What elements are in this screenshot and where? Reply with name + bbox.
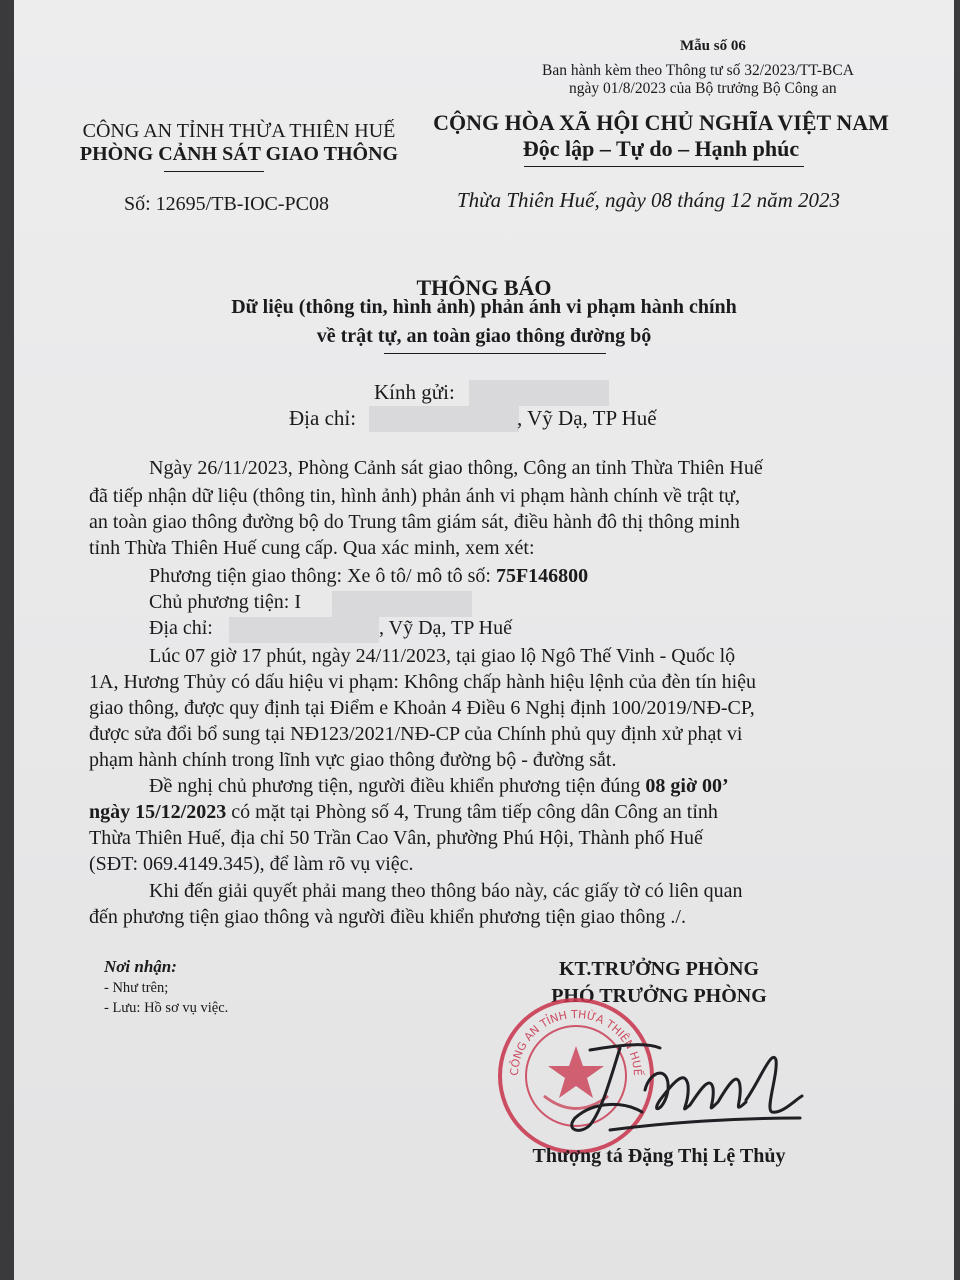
body-p1-line1: Ngày 26/11/2023, Phòng Cảnh sát giao thông, Công an tỉnh Thừa Thiên Huế — [149, 457, 763, 479]
body-p3-line2 — [89, 801, 718, 824]
form-issued-line2: ngày 01/8/2023 của Bộ trưởng Bộ Công an — [569, 80, 837, 97]
owner-label: Chủ phương tiện: — [149, 591, 290, 613]
agency-department: PHÒNG CẢNH SÁT GIAO THÔNG — [79, 143, 399, 165]
national-name: CỘNG HÒA XÃ HỘI CHỦ NGHĨA VIỆT NAM — [433, 110, 889, 135]
notice-subtitle-line2: về trật tự, an toàn giao thông đường bộ — [316, 325, 652, 347]
body-p2-line5: phạm hành chính trong lĩnh vực giao thông đường bộ - đường sắt. — [89, 749, 617, 771]
greeting-label: Kính gửi: — [374, 380, 455, 404]
address-label: Địa chỉ: — [289, 406, 357, 430]
recipients-label: Nơi nhận: — [104, 957, 177, 976]
redacted-address — [369, 406, 519, 432]
title-underline — [384, 353, 606, 354]
body-p2-line1: Lúc 07 giờ 17 phút, ngày 24/11/2023, tại giao lộ Ngô Thế Vinh - Quốc lộ — [149, 645, 736, 667]
recipients-item1: - Như trên; — [104, 980, 169, 996]
seal-text: CÔNG AN TỈNH THỪA THIÊN HUẾ — [507, 1007, 645, 1077]
agency-parent: CÔNG AN TỈNH THỪA THIÊN HUẾ — [82, 120, 396, 142]
national-motto: Độc lập – Tự do – Hạnh phúc — [522, 136, 800, 161]
body-p3-line4: (SĐT: 069.4149.345), để làm rõ vụ việc. — [89, 853, 414, 875]
handwritten-signature — [550, 1030, 810, 1140]
recipients-item2: - Lưu: Hồ sơ vụ việc. — [104, 1000, 229, 1016]
place-date: Thừa Thiên Huế, ngày 08 tháng 12 năm 2023 — [457, 188, 841, 212]
redacted-owner-address — [229, 617, 379, 643]
vehicle-line — [149, 565, 588, 588]
body-p2-line4: được sửa đổi bổ sung tại NĐ123/2021/NĐ-CP của Chính phủ quy định xử phạt vi — [89, 723, 743, 745]
owner-initial: I — [294, 591, 301, 613]
redacted-name — [469, 380, 609, 406]
p3-line2-text: có mặt tại Phòng số 4, Trung tâm tiếp công dân Công an tỉnh — [226, 801, 718, 823]
body-p4-line2: đến phương tiện giao thông và người điều khiển phương tiện giao thông ./. — [89, 906, 686, 928]
owner-address-label: Địa chỉ: — [149, 617, 213, 639]
body-p3-line1 — [149, 775, 729, 798]
vehicle-label: Phương tiện giao thông: Xe ô tô/ mô tô số: — [149, 565, 496, 587]
body-p4-line1: Khi đến giải quyết phải mang theo thông báo này, các giấy tờ có liên quan — [149, 880, 743, 902]
notice-subtitle-line1: Dữ liệu (thông tin, hình ảnh) phản ánh vi phạm hành chính — [231, 296, 737, 318]
motto-underline — [524, 166, 804, 167]
body-p3-line3: Thừa Thiên Huế, địa chỉ 50 Trần Cao Vân, phường Phú Hội, Thành phố Huế — [89, 827, 703, 849]
vehicle-plate: 75F146800 — [495, 565, 589, 587]
owner-line — [149, 591, 301, 614]
p3-line1-text: Đề nghị chủ phương tiện, người điều khiển phương tiện đúng — [149, 775, 646, 797]
signer-title-2: PHÓ TRƯỞNG PHÒNG — [551, 985, 767, 1007]
form-number: Mẫu số 06 — [680, 38, 746, 54]
body-p2-line3: giao thông, được quy định tại Điểm e Khoản 4 Điều 6 Nghị định 100/2019/NĐ-CP, — [89, 697, 755, 719]
signer-title-1: KT.TRƯỞNG PHÒNG — [559, 958, 759, 980]
notice-title: THÔNG BÁO — [416, 275, 552, 300]
owner-address-suffix: , Vỹ Dạ, TP Huế — [379, 617, 512, 639]
body-p1-line4: tỉnh Thừa Thiên Huế cung cấp. Qua xác minh, xem xét: — [89, 537, 535, 559]
agency-underline — [164, 171, 264, 172]
address-suffix: , Vỹ Dạ, TP Huế — [517, 406, 657, 430]
body-p2-line2: 1A, Hương Thủy có dấu hiệu vi phạm: Không chấp hành hiệu lệnh của đèn tín hiệu — [89, 671, 757, 693]
form-issued-line1: Ban hành kèm theo Thông tư số 32/2023/TT-BCA — [542, 62, 854, 79]
appointment-date: ngày 15/12/2023 — [89, 801, 227, 823]
appointment-time: 08 giờ 00’ — [645, 775, 729, 797]
body-p1-line2: đã tiếp nhận dữ liệu (thông tin, hình ảnh) phản ánh vi phạm hành chính về trật tự, — [89, 485, 740, 507]
document-page — [14, 0, 954, 1280]
document-number: Số: 12695/TB-IOC-PC08 — [124, 193, 330, 215]
signer-name: Thượng tá Đặng Thị Lệ Thủy — [532, 1145, 786, 1167]
redacted-owner — [332, 591, 472, 617]
body-p1-line3: an toàn giao thông đường bộ do Trung tâm giám sát, điều hành đô thị thông minh — [89, 511, 740, 533]
